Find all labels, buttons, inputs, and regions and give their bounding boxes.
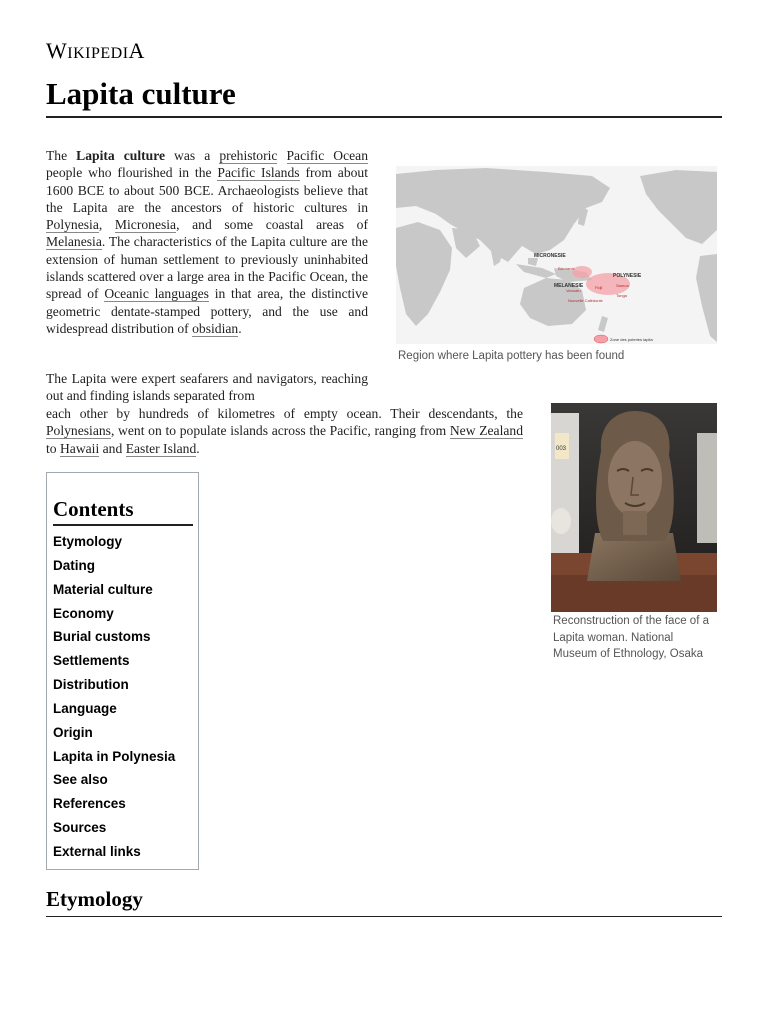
link-obsidian[interactable]: obsidian [192,320,239,336]
lead-term: Lapita culture [76,148,166,163]
link-polynesia[interactable]: Polynesia [46,217,99,233]
toc-divider [53,524,193,526]
label-caledonie: Nouvelle Calédonie [568,298,603,303]
label-melanesie: MELANESIE [554,283,584,289]
link-pacific-ocean[interactable]: Pacific Ocean [286,148,368,163]
toc-list [53,533,175,867]
bust-image [551,403,717,612]
section-heading-etymology: Etymology [46,887,143,911]
toc-item-origin[interactable]: Origin [53,724,93,740]
label-tonga: Tonga [616,293,627,298]
toc-item-economy[interactable]: Economy [53,605,114,621]
toc-item-dating[interactable]: Dating [53,557,95,573]
toc-item-sources[interactable]: Sources [53,820,107,836]
toc-item-external-links[interactable]: External links [53,843,141,859]
lapita-region-map[interactable] [396,166,717,344]
toc-item-etymology[interactable]: Etymology [53,534,123,549]
toc-item-material-culture[interactable]: Material culture [53,581,153,597]
toc-item-burial-customs[interactable]: Burial customs [53,629,151,645]
link-easter-island[interactable]: Easter Island [125,440,197,456]
toc-item-see-also[interactable]: See also [53,772,108,788]
link-oceanic-languages[interactable]: Oceanic languages [104,286,209,302]
link-polynesians[interactable]: Polynesians [46,423,111,439]
toc-item-distribution[interactable]: Distribution [53,677,129,693]
table-of-contents [46,472,199,870]
map-legend-label: Zone des poteries lapita [610,337,653,342]
map-legend-swatch [594,335,608,343]
second-paragraph-top: The Lapita were expert seafarers and navigators, reaching out and finding islands separated from [46,371,368,404]
toc-item-references[interactable]: References [53,796,126,812]
label-micronesie: MICRONESIE [534,253,566,259]
lapita-woman-photo[interactable] [551,403,717,612]
page-title: Lapita culture [46,76,236,111]
link-micronesia[interactable]: Micronesia [114,217,177,233]
title-divider [46,116,722,118]
photo-caption: Reconstruction of the face of a Lapita woman. National Museum of Ethnology, Osaka [553,615,709,660]
toc-item-language[interactable]: Language [53,700,117,716]
label-samoa: Samoa [616,283,629,288]
intro-paragraph: The Lapita culture was a prehistoric Pacific Ocean people who flourished in the Pacific Islands from about 1600 BCE to about 500 BCE. Archaeologists believe that the Lapita are the ancestors of historic cultures in Polynesia, Micronesia, and some coastal areas of Melanesia. The characteristics of the Lapita culture are the extension of human settlement to previously uninhabited islands scattered over a large area in the Pacific Ocean, the spread of Oceanic languages in that area, the distinctive geometric dentate-stamped pottery, and the use and widespread distribution of obsidian. [46,148,368,336]
wikipedia-logo[interactable]: WIKIPEDIA [46,38,145,63]
label-fidji: Fidji [595,285,603,290]
label-polynesie: POLYNESIE [613,273,642,279]
second-paragraph: each other by hundreds of kilometres of empty ocean. Their descendants, the Polynesians, went on to populate islands across the Pacific, ranging from New Zealand to Hawaii and Easter Island. [46,406,523,456]
label-bismarck: Bismarck [558,266,575,271]
toc-title: Contents [53,497,134,521]
world-map-image [396,166,717,344]
link-prehistoric[interactable]: prehistoric [219,148,278,163]
label-vanuatu: Vanuatu [566,288,581,293]
section-divider [46,916,722,917]
link-hawaii[interactable]: Hawaii [59,440,100,456]
link-new-zealand[interactable]: New Zealand [449,423,523,439]
toc-item-settlements[interactable]: Settlements [53,653,130,669]
toc-item-lapita-in-polynesia[interactable]: Lapita in Polynesia [53,748,176,764]
link-pacific-islands[interactable]: Pacific Islands [217,165,300,181]
exhibit-tag: 003 [556,446,567,452]
link-melanesia[interactable]: Melanesia [46,234,102,250]
map-caption: Region where Lapita pottery has been found [398,350,625,362]
